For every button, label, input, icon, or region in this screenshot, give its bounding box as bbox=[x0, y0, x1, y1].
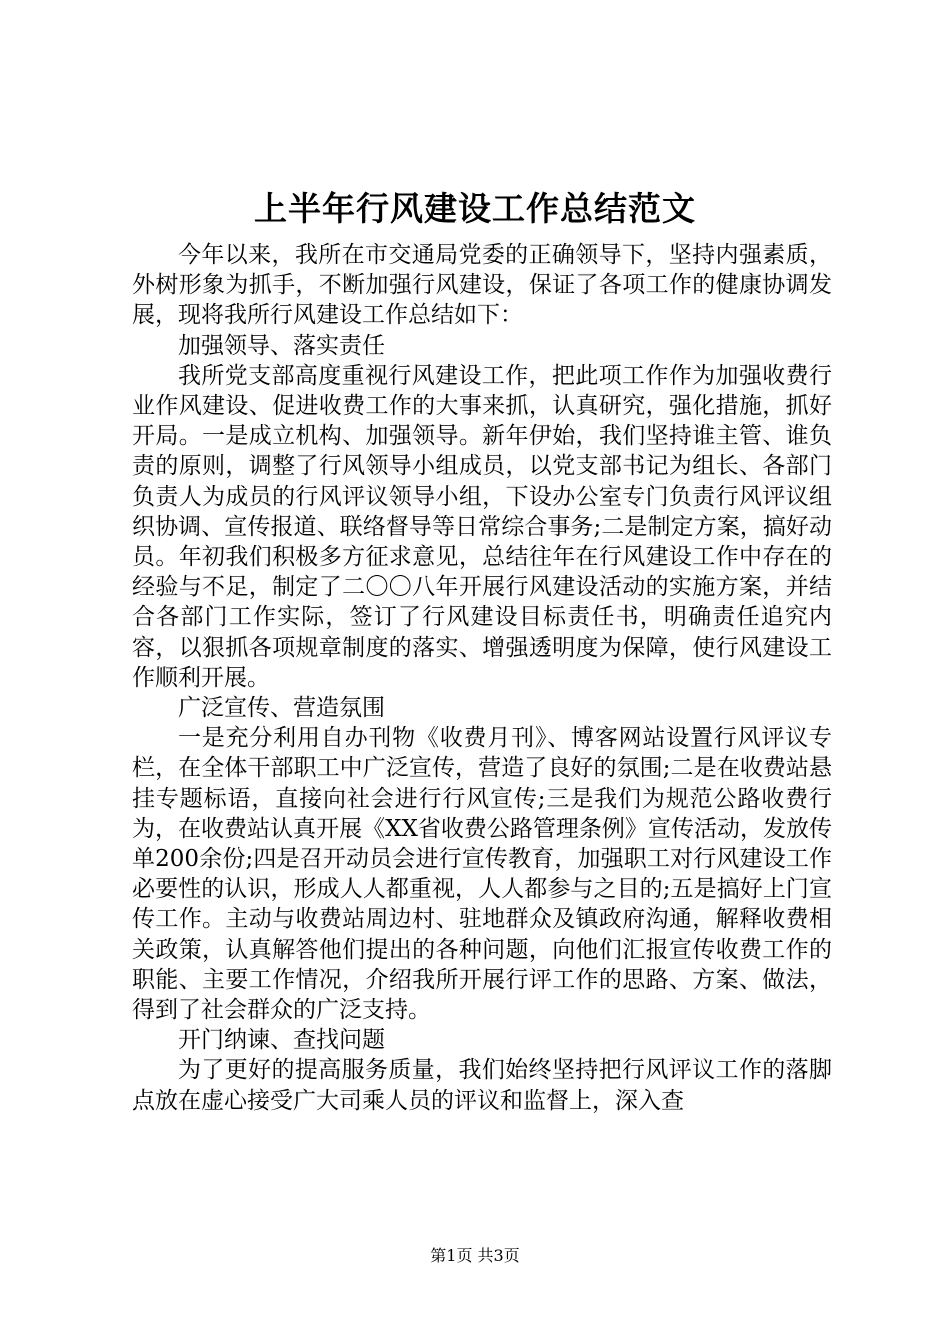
document-body bbox=[132, 240, 832, 1116]
paragraph-feedback: 为了更好的提高服务质量，我们始终坚持把行风评议工作的落脚点放在虚心接受广大司乘人员的评议和监督上，深入查 bbox=[132, 1057, 832, 1114]
paragraph-publicity: 一是充分利用自办刊物《收费月刊》、博客网站设置行风评议专栏，在全体干部职工中广泛宣传，营造了良好的氛围;二是在收费站悬挂专题标语，直接向社会进行行风宣传;三是我们为规范公路收费行为，在收费站认真开展《XX省收费公路管理条例》宣传活动，发放传单200余份;四是召开动员会进行宣传教育，加强职工对行风建设工作必要性的认识，形成人人都重视，人人都参与之目的;五是搞好上门宣传工作。主动与收费站周边村、驻地群众及镇政府沟通，解释收费相关政策，认真解答他们提出的各种问题，向他们汇报宣传收费工作的职能、主要工作情况，介绍我所开展行评工作的思路、方案、做法，得到了社会群众的广泛支持。 bbox=[132, 725, 832, 1024]
section-heading-feedback: 开门纳谏、查找问题 bbox=[178, 1027, 385, 1054]
paragraph-intro: 今年以来，我所在市交通局党委的正确领导下，坚持内强素质，外树形象为抓手，不断加强行风建设，保证了各项工作的健康协调发展，现将我所行风建设工作总结如下： bbox=[132, 242, 832, 329]
page-footer: 第1页 共3页 bbox=[430, 1246, 520, 1265]
section-heading-publicity: 广泛宣传、营造氛围 bbox=[178, 695, 385, 722]
paragraph-leadership: 我所党支部高度重视行风建设工作，把此项工作作为加强收费行业作风建设、促进收费工作的大事来抓，认真研究，强化措施，抓好开局。一是成立机构、加强领导。新年伊始，我们坚持谁主管、谁负责的原则，调整了行风领导小组成员，以党支部书记为组长、各部门负责人为成员的行风评议领导小组，下设办公室专门负责行风评议组织协调、宣传报道、联络督导等日常综合事务;二是制定方案，搞好动员。年初我们积极多方征求意见，总结往年在行风建设工作中存在的经验与不足，制定了二〇〇八年开展行风建设活动的实施方案，并结合各部门工作实际，签订了行风建设目标责任书，明确责任追究内容，以狠抓各项规章制度的落实、增强透明度为保障，使行风建设工作顺利开展。 bbox=[132, 362, 832, 691]
section-heading-leadership: 加强领导、落实责任 bbox=[178, 332, 385, 359]
document-title: 上半年行风建设工作总结范文 bbox=[254, 189, 696, 228]
